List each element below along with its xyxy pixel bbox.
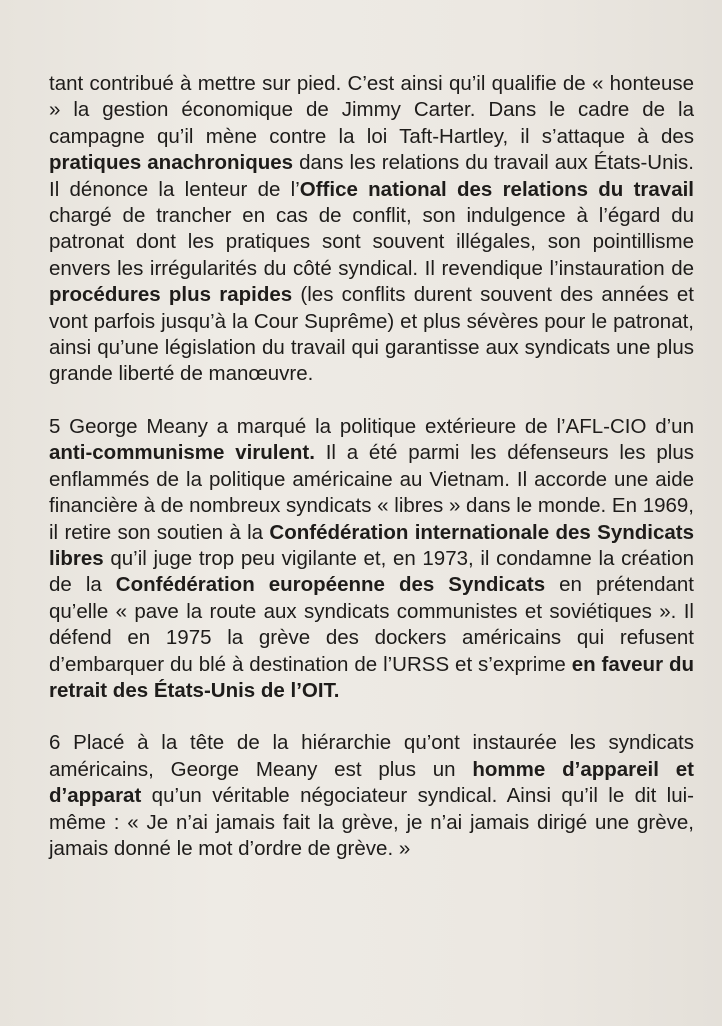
paragraph-continuation — [49, 71, 694, 388]
paragraph-6 — [49, 730, 694, 862]
paragraph-5 — [49, 414, 694, 704]
text-run: tant contribué à mettre sur pied. C’est ainsi qu’il qualifie de « honteuse » la gestion économique de Jimmy Carter. Dans le cadre de la campagne qu’il mène contre la loi Taft-Hartley, il s’attaque à des — [49, 72, 694, 148]
text-run: qu’un véritable négociateur syndical. Ainsi qu’il le dit lui-même : « Je n’ai jamais fait la grève, je n’ai jamais dirigé une grève, jamais donné le mot d’ordre de grève. » — [49, 784, 694, 860]
emphasis-homme-appareil: homme d’appareil et d’apparat — [49, 757, 694, 808]
text-run: dans les relations du travail aux États-Unis. Il dénonce la lenteur de l’ — [49, 151, 694, 201]
text-run: chargé de trancher en cas de conflit, son indulgence à l’égard du patronat dont les pratiques sont souvent illégales, son pointillisme envers les irrégularités du côté syndical. Il revendique l’instauration de — [49, 204, 694, 280]
emphasis-anti-communisme: anti-communisme virulent. — [49, 441, 315, 465]
emphasis-ces: Confédération européenne des Syndicats — [115, 573, 546, 597]
text-run: 5 George Meany a marqué la politique extérieure de l’AFL-CIO d’un — [49, 414, 694, 438]
text-run: Il a été parmi les défenseurs les plus enflammés de la politique américaine au Vietnam. Il accorde une aide financière à de nombreux syndicats « libres » dans le monde. En 1969, il retire son soutien à la — [49, 441, 694, 544]
emphasis-procedures-rapides: procédures plus rapides — [49, 283, 293, 307]
text-run: en prétendant qu’elle « pave la route aux syndicats communistes et soviétiques ». Il défend en 1975 la grève des dockers américains qui refusent d’embarquer du blé à destination de l’URSS et s’exprime — [49, 573, 694, 676]
emphasis-cisl: Confédération internationale des Syndicats libres — [49, 520, 694, 570]
text-run: 6 Placé à la tête de la hiérarchie qu’ont instaurée les syndicats américains, George Meany est plus un — [49, 731, 694, 781]
emphasis-pratiques-anachroniques: pratiques anachroniques — [49, 151, 294, 175]
emphasis-retrait-oit: en faveur du retrait des États-Unis de l’OIT. — [49, 652, 695, 702]
text-run: (les conflits durent souvent des années et vont parfois jusqu’à la Cour Suprême) et plus sévères pour le patronat, ainsi qu’une législation du travail qui garantisse aux syndicats une plus grande liberté de manœuvre. — [49, 283, 694, 386]
text-run: qu’il juge trop peu vigilante et, en 1973, il condamne la création de la — [49, 546, 694, 597]
body-text — [49, 71, 694, 862]
emphasis-office-national: Office national des relations du travail — [299, 177, 694, 201]
